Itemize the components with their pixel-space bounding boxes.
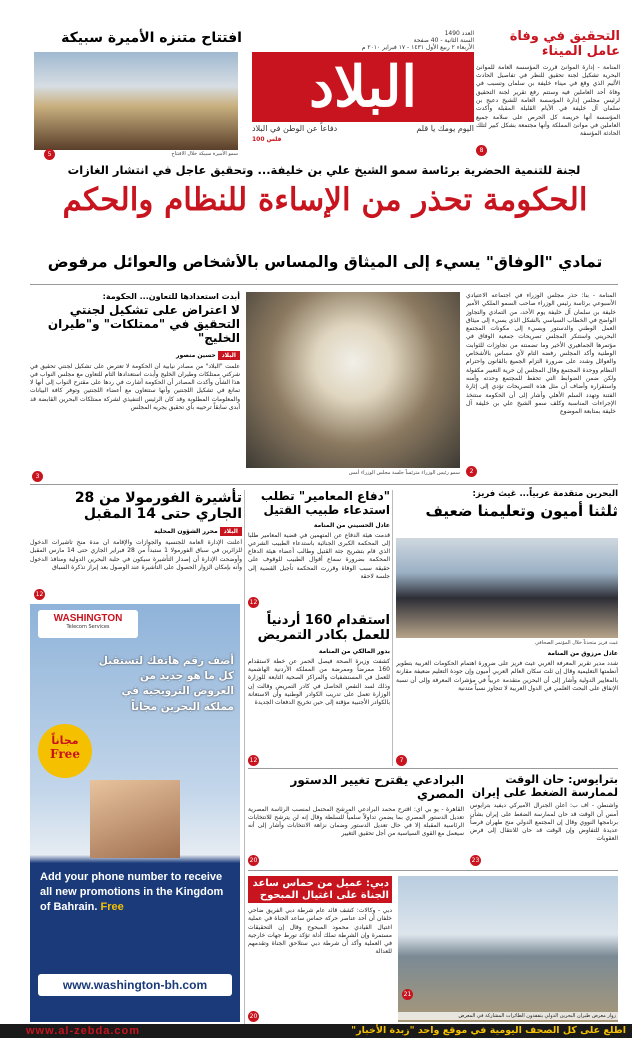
slogan: دفاعاً عن الوطن في البلاد [252, 124, 338, 133]
sub-headline[interactable]: تمادي "الوفاق" يسيء إلى الميثاق والمساس بالأشخاص والعوائل مرفوض [47, 254, 603, 271]
princess-park-photo [34, 52, 238, 150]
hamas-kicker: دبي: عميل من حماس ساعد [252, 878, 389, 889]
divider [248, 870, 618, 871]
price: 100 فلس [252, 136, 282, 143]
doctor-title: استدعاء طبيب القتيل [263, 502, 390, 517]
footer-bar [0, 1024, 632, 1038]
hamas-body: دبي - وكالات: كشف قائد عام شرطة دبي الفريق ضاحي خلفان أن أحد عناصر حركة حماس ساعد الجناة في عملية اغتيال القيادي محمود المبحوح وقال إن التحقيقات مستمرة وإن الشرطة تملك أدلة تؤكد تورط جهات خارجية في العملية وأكد أن شرطة دبي ستلاحق الجناة وتقدمهم للعدالة [248, 907, 392, 956]
pages-line: السنة الثانية - 40 صفحة [413, 37, 474, 44]
tagline: اليوم يومك يا قلم [416, 124, 474, 133]
divider [30, 484, 618, 485]
page-ref-badge: 20 [249, 1013, 258, 1020]
ad-logo [38, 610, 138, 638]
petraeus-story[interactable] [470, 774, 618, 866]
divider [248, 768, 618, 769]
page-ref-badge: 8 [476, 145, 487, 156]
masthead [252, 30, 474, 146]
committee-story[interactable] [30, 292, 240, 482]
airshow-photo [398, 876, 618, 1022]
issue-info [252, 30, 474, 54]
column-rule [392, 490, 393, 766]
doctor-story[interactable] [248, 490, 390, 608]
page-ref-badge: 12 [249, 599, 258, 606]
doctor-body: قدمت هيئة الدفاع عن المتهمين في قضية المعامير طلباً إلى المحكمة الكبرى الجنائية باستدعاء الطبيب الشرعي الذي قام بتشريح جثة القتيل وطالب أعضاء هيئة الدفاع المحكمة بضرورة سماع أقوال الطبيب للوقوف على حقيقة سبب الوفاة وقررت المحكمة تأجيل القضية إلى جلسة لاحقة [248, 531, 390, 581]
committee-body: علمت "البلاد" من مصادر نيابية أن الحكومة لا تعترض على تشكيل لجنتي تحقيق في شركتي ممتلكات وطيران الخليج وأبدت استعدادها التام للتعاون مع مجلس النواب في هذا الشأن وأكدت المصادر أن الحكومة أشارت في ردها على مقترح النواب إلى أنها لا تمانع في تشكيل اللجنتين وأنها ستتعاون مع أعضاء اللجنتين وتوفر كافة البيانات والمعلومات المطلوبة وقد كان الرئيس التنفيذي لشركة ممتلكات البحرين القابضة قد أبدى سابقاً ترحيبه بأي تحقيق يجريه المجلس [30, 362, 240, 412]
f1-author: محرر الشؤون المحلية [154, 528, 218, 536]
f1-visa-title: تأشيرة الفورمولا من 28 الجاري حتى 14 المقبل [74, 490, 242, 523]
doctor-kicker: "دفاع المعامير" تطلب [260, 489, 390, 503]
knowledge-author: عادل مرزوق من المنامة [547, 650, 618, 657]
f1-body: أعلنت الإدارة العامة للجنسية والجوازات والإقامة أن مدة منح تأشيرات الدخول للزائرين في سباق الفورمولا 1 ستبدأ من 28 فبراير الجاري حتى 14 مارس المقبل وأوضحت الإدارة أن إصدار التأشيرة سيكون في حلبة البحرين الدولية ومنافذ الدخول وأنه بإمكان الزوار الحصول على التأشيرة عند الوصول بعد إبراز تذكرة السباق [30, 539, 242, 572]
knowledge-story[interactable] [396, 490, 618, 766]
free-badge-en: Free [50, 747, 80, 761]
washington-ad[interactable] [30, 604, 240, 1022]
knowledge-title: ثلثنا أميون وتعليمنا ضعيف [425, 501, 618, 520]
page-ref-badge: 20 [249, 857, 258, 864]
nurses-title: استقدام 160 أردنياً للعمل بكادر التمريض [257, 613, 390, 643]
source-tag: البلاد [220, 527, 242, 536]
knowledge-body: شدد مدير تقرير المعرفة العربي غيث فريز على ضرورة اهتمام الحكومات العربية بتطوير أنظمتها التعليمية وقال إن ثلث سكان العالم العربي أميون وإن جودة التعليم ضعيفة مقارنة بالمعايير الدولية وأشار إلى أن البحرين متقدمة عربياً في مؤشرات المعرفة وإلى أن نسبة الإنفاق على البحث العلمي في الدول العربية لا تتجاوز نسباً متدنية [396, 660, 618, 692]
princess-park-story[interactable] [30, 30, 242, 162]
port-worker-body: المنامة - إدارة الموانئ قررت المؤسسة العامة للموانئ البحرية تشكيل لجنة تحقيق للنظر في تفاصيل الحادث الأليم الذي وقع في ميناء خليفة بن سلمان وتسبب في وفاة أحد العاملين فيه وستتم رفع تقرير لجنة التحقيق لرئيس مجلس إدارة المؤسسة العامة للشيخ دعيج بن سلمان آل خليفة في الأيام القليلة المقبلة وأكدت المؤسسة أنها حريصة كل الحرص على سلامة جميع العاملين في موانئ المملكة وأنها مجتمعة بشكل كبير لتلك الحادثة المؤسفة [476, 63, 620, 138]
princess-park-title: افتتاح متنزه الأميرة سبيكة [61, 30, 242, 46]
ad-english-text [40, 870, 232, 915]
lead-body: المنامة - بنا: حذر مجلس الوزراء في اجتماعه الاعتيادي الأسبوعي برئاسة رئيس الوزراء صاحب السمو الملكي الأمير خليفة بن سلمان آل خليفة يوم الأحد، من التمادي والتجاوز الواضح في الخطاب السياسي بالشكل الذي يسيء إلى ميثاق العمل الوطني والدستور ويسيء إلى مكونات المجتمع البحريني واستنكر المجلس تصريحات جمعية الوفاق في مؤتمرها الجماهيري الأخير وما تضمنته من تجاوزات للثوابت الوطنية وأكد المجلس رفضه التام لأي مساس بالأشخاص والعوائل وشدد على ضرورة التزام الجميع بالقانون واحترام النظام ووحدة المجتمع وقال المجلس إن حرية التعبير مكفولة ولكن ضمن الضوابط التي تحفظ للمجتمع وحدته وأمنه واستقراره وأضاف أن مثل هذه التصريحات تؤدي إلى إثارة الفتنة وتهدد السلم الأهلي وأشار إلى أن الحكومة ستتخذ الإجراءات المناسبة وكلف سمو الشيخ علي بن خليفة آل خليفة بمتابعة الموضوع [466, 292, 616, 416]
nurses-author: بدور المالكي من المنامة [318, 647, 390, 655]
page-ref-badge: 2 [466, 466, 477, 477]
knowledge-caption: غيث فريز متحدثاً خلال المؤتمر الصحافي [535, 640, 618, 646]
port-worker-title: التحقيق في وفاة عامل الميناء [509, 29, 620, 59]
committee-kicker: أبدت استعدادها للتعاون... الحكومة: [102, 292, 240, 301]
page-ref-badge: 5 [44, 149, 55, 160]
knowledge-kicker: البحرين متقدمة عربياً... غيث فريز: [472, 489, 618, 499]
page-ref-badge: 7 [396, 755, 407, 766]
ad-url[interactable]: www.washington-bh.com [38, 974, 232, 996]
lead-photo-caption: سمو رئيس الوزراء مترئساً جلسة مجلس الوزراء أمس [348, 470, 460, 476]
princess-park-caption: سمو الأميرة سبيكة خلال الافتتاح [171, 151, 238, 157]
baradei-story[interactable] [248, 774, 464, 866]
column-rule [244, 490, 245, 1030]
ad-brand: WASHINGTON [53, 613, 123, 624]
logo: البلاد [309, 54, 417, 120]
hamas-story[interactable] [248, 876, 392, 1022]
nurses-story[interactable] [248, 614, 390, 766]
prime-minister-photo [246, 292, 460, 468]
sub-banner: لجنة للتنمية الحضرية برئاسة سمو الشيخ علي بن خليفة... وتحقيق عاجل في انتشار الغازات [67, 164, 581, 177]
baradei-title: البرادعي يقترح تغيير الدستور المصري [290, 773, 464, 801]
hamas-header [248, 876, 392, 903]
page-ref-badge: 23 [471, 857, 480, 864]
page-ref-badge: 12 [249, 757, 258, 764]
footer-slogan: اطلع على كل الصحف اليومية في موقع واحد "زبدة الأخبار" [351, 1025, 626, 1036]
nurses-body: كشفت وزيرة الصحة فيصل الحمر عن خطة لاستقدام 160 ممرضاً وممرضة من المملكة الأردنية الهاشمية للعمل في المستشفيات والمراكز الصحية التابعة للوزارة وذلك لسد النقص الحاصل في كادر التمريض وقالت إن الوزارة تعمل على تدريب الكوادر الوطنية وأن الاستعانة بالكوادر الأجنبية مؤقتة إلى حين تخريج الدفعات الجديدة [248, 657, 390, 707]
committee-author: حسين منصور [176, 351, 216, 359]
petraeus-title: لممارسة الضغط على إيران [471, 785, 618, 799]
page-ref-badge: 21 [403, 991, 412, 998]
main-headline[interactable]: الحكومة تحذر من الإساءة للنظام والحكم [62, 182, 588, 218]
ad-brand-sub: Telecom Services [66, 624, 110, 630]
ad-english-body: Add your phone number to receive all new promotions in the Kingdom of Bahrain. [40, 871, 224, 913]
ad-english-free: Free [100, 900, 124, 913]
baradei-body: القاهرة - يو بي آي: اقترح محمد البرادعي المرشح المحتمل لمنصب الرئاسة المصرية تعديل الدستور المصري بما يضمن تداولاً سلمياً للسلطة وقال إنه لن يترشح للانتخابات الرئاسية المقبلة إلا في حال تعديل الدستور وضمان نزاهة الانتخابات وأشار إلى أنه سيعمل مع القوى السياسية من أجل تحقيق التغيير [248, 805, 464, 838]
ad-arabic-text: أضف رقم هاتفك لتستقبل كل ما هو جديد من العروض الترويجية في مملكة البحرين مجاناً [98, 655, 234, 713]
issue-label: العدد [461, 30, 474, 37]
petraeus-kicker: بترايوس: حان الوقت [505, 773, 618, 786]
knowledge-photo [396, 538, 618, 638]
page-ref-badge: 3 [32, 471, 43, 482]
airshow-caption: زوار معرض طيران البحرين الدولي يتفقدون الطائرات المشاركة في المعرض [398, 1012, 618, 1020]
source-tag: البلاد [218, 351, 240, 360]
committee-title: لا اعتراض على تشكيل لجنتي التحقيق في "ممتلكات" و"طيران الخليج" [47, 303, 240, 345]
issue-number: 1490 [444, 30, 460, 37]
divider [30, 284, 618, 285]
doctor-author: عادل الحسيني من المنامة [313, 521, 390, 529]
page-ref-badge: 12 [35, 591, 44, 598]
free-badge [38, 724, 92, 778]
f1-visa-story[interactable] [30, 490, 242, 602]
logo-block[interactable] [252, 52, 474, 122]
free-badge-ar: مجاناً [51, 734, 79, 747]
hamas-title: الجناة على اغتيال المبحوح [259, 889, 389, 901]
footer-url[interactable]: www.al-zebda.com [26, 1025, 141, 1037]
port-worker-story[interactable] [476, 30, 620, 156]
date-line: الأربعاء ٢ ربيع الأول ١٤٣١ - ١٧ فبراير ٢٠١٠ م [361, 44, 474, 51]
petraeus-body: واشنطن - أف ب: أعلن الجنرال الأميركي ديفيد بترايوس أمس أن الوقت قد حان لممارسة الضغط على إيران بشأن برنامجها النووي وقال إن المجتمع الدولي منح طهران فرصاً عديدة للتفاوض وإن الوقت قد حان للانتقال إلى فرض العقوبات [470, 802, 618, 843]
ad-model-photo [90, 780, 180, 858]
